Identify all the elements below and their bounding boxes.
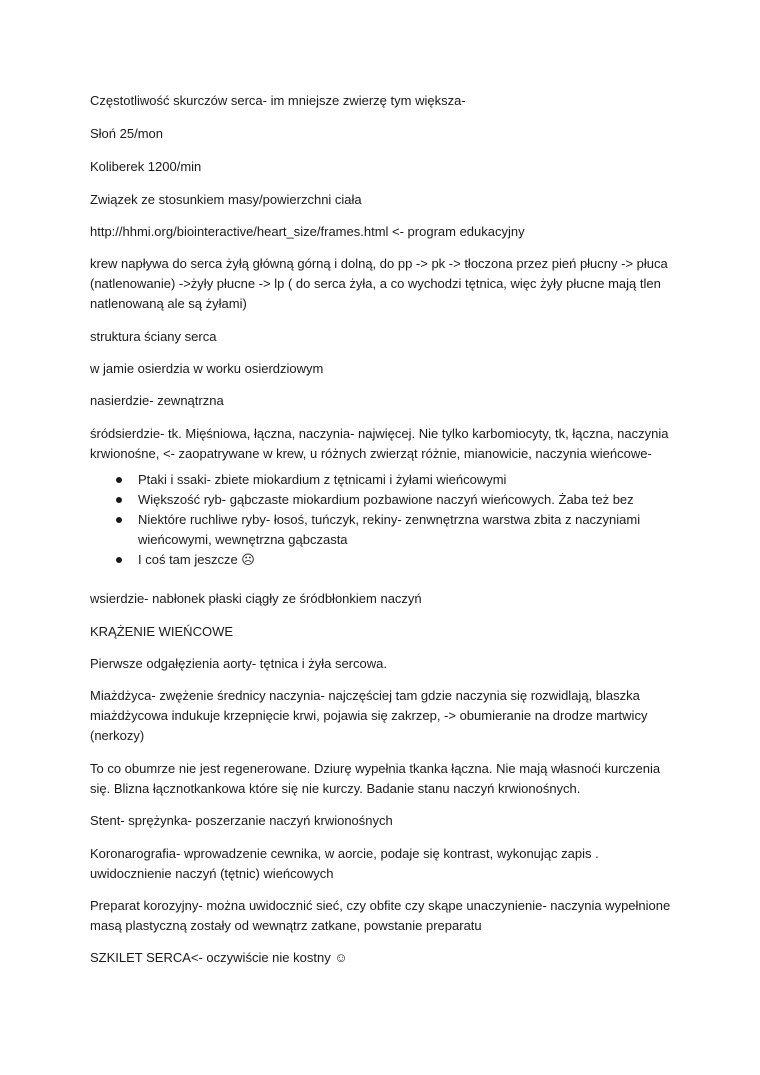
text-line: Słoń 25/mon — [90, 126, 163, 141]
text-line: KRĄŻENIE WIEŃCOWE — [90, 624, 234, 639]
text-line: śródsierdzie- tk. Mięśniowa, łączna, naczynia- najwięcej. Nie tylko karbomiocyty, tk, łączna, naczynia — [90, 426, 669, 441]
text-line: (nerkozy) — [90, 728, 145, 743]
paragraph — [90, 896, 670, 936]
paragraph — [90, 589, 670, 609]
bullet-icon — [116, 477, 122, 483]
text-line: w jamie osierdzia w worku osierdziowym — [90, 361, 324, 376]
paragraph — [90, 157, 670, 177]
text-line: Koronarografia- wprowadzenie cewnika, w aorcie, podaje się kontrast, wykonując zapis . — [90, 846, 599, 861]
text-line[interactable]: http://hhmi.org/biointeractive/heart_size/frames.html <- program edukacyjny — [90, 224, 525, 239]
text-line: Związek ze stosunkiem masy/powierzchni ciała — [90, 192, 362, 207]
paragraph — [90, 759, 670, 799]
text-line: krwionośne, <- zaopatrywane w krew, u różnych zwierząt różnie, mianowicie, naczynia wieńcowe- — [90, 446, 652, 461]
paragraph-link — [90, 222, 670, 242]
paragraph — [90, 811, 670, 831]
paragraph — [90, 190, 670, 210]
bullet-icon — [116, 517, 122, 523]
paragraph — [90, 948, 670, 968]
text-line: Większość ryb- gąbczaste miokardium pozbawione naczyń wieńcowych. Żaba też bez — [138, 492, 634, 507]
text-line: miażdżycowa indukuje krzepnięcie krwi, pojawia się zakrzep, -> obumieranie na drodze martwicy — [90, 708, 648, 723]
paragraph — [90, 424, 670, 464]
text-line: SZKILET SERCA<- oczywiście nie kostny ☺ — [90, 950, 348, 965]
text-line: Niektóre ruchliwe ryby- łosoś, tuńczyk, rekiny- zenwnętrzna warstwa zbita z naczyniami — [138, 512, 641, 527]
text-line: Koliberek 1200/min — [90, 159, 202, 174]
text-line: Pierwsze odgałęzienia aorty- tętnica i żyła sercowa. — [90, 656, 387, 671]
text-line: Ptaki i ssaki- zbiete miokardium z tętnicami i żyłami wieńcowymi — [138, 472, 507, 487]
text-line: masą plastyczną zostały od wewnątrz zatkane, powstanie preparatu — [90, 918, 482, 933]
paragraph — [90, 359, 670, 379]
text-line: struktura ściany serca — [90, 329, 217, 344]
paragraph — [90, 654, 670, 674]
text-line: (natlenowanie) ->żyły płucne -> lp ( do serca żyła, a co wychodzi tętnica, więc żyły płucne mają tlen — [90, 276, 661, 291]
list-item — [90, 490, 680, 510]
text-line: uwidocznienie naczyń (tętnic) wieńcowych — [90, 866, 334, 881]
paragraph — [90, 686, 670, 746]
text-line: Preparat korozyjny- można uwidocznić sieć, czy obfite czy skąpe unaczynienie- naczynia wypełnione — [90, 898, 671, 913]
paragraph — [90, 327, 670, 347]
bullet-icon — [116, 557, 122, 563]
paragraph — [90, 254, 670, 314]
list-item — [90, 510, 680, 550]
paragraph — [90, 91, 670, 111]
section-heading — [90, 622, 670, 642]
list-item — [90, 550, 680, 570]
text-line: To co obumrze nie jest regenerowane. Dziurę wypełnia tkanka łączna. Nie mają własnoći kurczenia — [90, 761, 661, 776]
paragraph — [90, 124, 670, 144]
text-line: I coś tam jeszcze ☹ — [138, 552, 255, 567]
paragraph — [90, 844, 670, 884]
text-line: krew napływa do serca żyłą główną górną i dolną, do pp -> pk -> tłoczona przez pień płucny -> płuca — [90, 256, 668, 271]
list-item — [90, 470, 680, 490]
text-line: wieńcowymi, wewnętrzna gąbczasta — [138, 532, 348, 547]
text-line: Stent- sprężynka- poszerzanie naczyń krwionośnych — [90, 813, 393, 828]
text-line: wsierdzie- nabłonek płaski ciągły ze śródbłonkiem naczyń — [90, 591, 422, 606]
text-line: Miażdżyca- zwężenie średnicy naczynia- najczęściej tam gdzie naczynia się rozwidlają, blaszka — [90, 688, 640, 703]
text-line: natlenowaną ale są żyłami) — [90, 296, 247, 311]
text-line: Częstotliwość skurczów serca- im mniejsze zwierzę tym większa- — [90, 93, 466, 108]
bullet-list — [90, 470, 680, 570]
paragraph — [90, 391, 670, 411]
text-line: nasierdzie- zewnątrzna — [90, 393, 224, 408]
text-line: się. Blizna łącznotkankowa które się nie kurczy. Badanie stanu naczyń krwionośnych. — [90, 781, 581, 796]
bullet-icon — [116, 497, 122, 503]
